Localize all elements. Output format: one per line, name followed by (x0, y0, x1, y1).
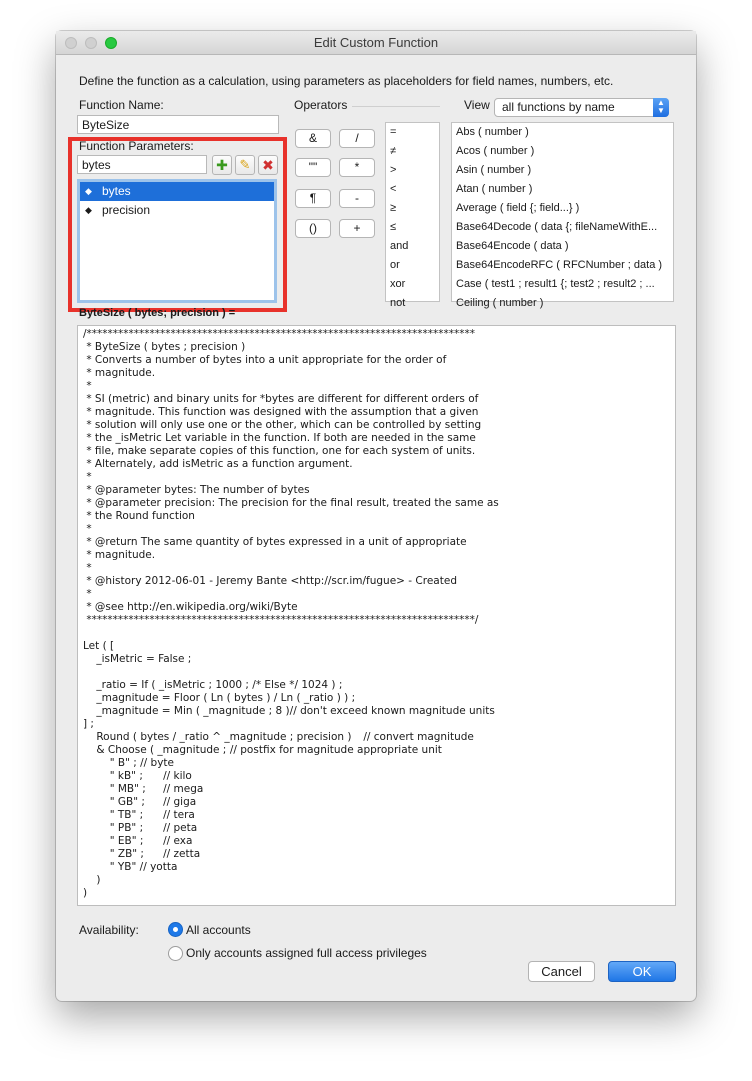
operators-divider (352, 106, 440, 107)
delete-parameter-button[interactable] (258, 155, 278, 175)
operator-parentheses-button[interactable]: () (295, 219, 331, 238)
comparison-operators-list[interactable] (385, 122, 440, 309)
function-parameters-label: Function Parameters: (79, 139, 194, 153)
operator-list-item[interactable]: and (390, 240, 409, 252)
operator-list-item[interactable]: ≥ (390, 202, 397, 214)
function-list-item[interactable]: Acos ( number ) (456, 145, 535, 157)
operator-multiply-button[interactable]: * (339, 158, 375, 177)
availability-label: Availability: (79, 923, 139, 937)
full-access-only-label[interactable]: Only accounts assigned full access privileges (186, 946, 427, 960)
operator-list-item[interactable]: ≤ (390, 221, 397, 233)
function-list-item[interactable]: Atan ( number ) (456, 183, 533, 195)
all-accounts-label[interactable]: All accounts (186, 923, 251, 937)
function-list-item[interactable]: Base64EncodeRFC ( RFCNumber ; data ) (456, 259, 663, 271)
operator-list-item[interactable]: > (390, 164, 397, 176)
edit-parameter-button[interactable] (235, 155, 255, 175)
operator-list-item[interactable]: ≠ (390, 145, 397, 157)
operator-list-item[interactable]: not (390, 297, 406, 309)
operator-pilcrow-button[interactable]: ¶ (295, 189, 331, 208)
operator-list-item[interactable]: xor (390, 278, 406, 290)
pencil-icon: ✎ (239, 157, 251, 172)
operator-divide-button[interactable]: / (339, 129, 375, 148)
operator-quotes-button[interactable]: "" (295, 158, 331, 177)
parameter-name-field[interactable]: bytes (77, 155, 207, 174)
cancel-button[interactable]: Cancel (528, 961, 595, 982)
drag-handle-icon[interactable]: ◆ (85, 186, 92, 196)
calculation-text[interactable]: /************************************************************************** * ByteSize ( bytes ; precision ) * Converts a number of bytes into a unit appropriate for the order of * magnitude. * * SI (metric) and binary units for *bytes are different for different orders of * magnitude. This function was designed with the assumption that a given * solution will only use one or the other, which can be controlled by setting * the _isMetric Let variable in the function. If both are needed in the same * file, make separate copies of this function, one for each system of units. * Alternately, add isMetric as a function argument. * * @parameter bytes: The number of bytes * @parameter precision: The precision for the final result, treated the same as * the Round function * * @return The same quantity of bytes expressed in a unit of appropriate * magnitude. * * @history 2012-06-01 - Jeremy Bante <http://scr.im/fugue> - Created * * @see http://en.wikipedia.org/wiki/Byte **************************************************************************/ Let ( [ _isMetric = False ; _ratio = If ( _isMetric ; 1000 ; /* Else */ 1024 ) ; _magnitude = Floor ( Ln ( bytes ) / Ln ( _ratio ) ) ; _magnitude = Min ( _magnitude ; 8 )// don't exceed known magnitude units ] ; Round ( bytes / _ratio ^ _magnitude ; precision ) // convert magnitude & Choose ( _magnitude ; // postfix for magnitude appropriate unit " B" ; // byte " kB" ; // kilo " MB" ; // mega " GB" ; // giga " TB" ; // tera " PB" ; // peta " EB" ; // exa " ZB" ; // zetta " YB" // yotta ) ) (83, 328, 499, 899)
calculation-editor[interactable] (77, 325, 676, 906)
plus-icon: ✚ (216, 157, 228, 173)
operator-minus-button[interactable]: - (339, 189, 375, 208)
all-accounts-radio[interactable] (168, 922, 183, 937)
function-name-label: Function Name: (79, 98, 164, 112)
title-bar[interactable] (56, 31, 696, 55)
up-down-chevron-icon: ▲ ▼ (653, 98, 669, 117)
operator-plus-button[interactable]: + (339, 219, 375, 238)
function-list-item[interactable]: Abs ( number ) (456, 126, 529, 138)
function-list-item[interactable]: Average ( field {; field...} ) (456, 202, 580, 214)
view-select-value: all functions by name (502, 100, 615, 114)
edit-custom-function-dialog (56, 31, 696, 1001)
function-name-field[interactable]: ByteSize (77, 115, 279, 134)
dialog-description: Define the function as a calculation, using parameters as placeholders for field names, numbers, etc. (79, 74, 614, 88)
delete-x-icon: ✖ (262, 157, 274, 173)
function-list-item[interactable]: Ceiling ( number ) (456, 297, 544, 309)
operators-label: Operators (294, 98, 348, 112)
parameters-list[interactable] (77, 179, 277, 303)
ok-button[interactable]: OK (608, 961, 676, 982)
operator-list-item[interactable]: < (390, 183, 397, 195)
function-list-item[interactable]: Base64Encode ( data ) (456, 240, 569, 252)
functions-list[interactable] (451, 122, 674, 309)
function-list-item[interactable]: Asin ( number ) (456, 164, 532, 176)
operator-list-item[interactable]: or (390, 259, 400, 271)
view-label: View (464, 98, 490, 112)
add-parameter-button[interactable] (212, 155, 232, 175)
window-title: Edit Custom Function (313, 35, 439, 50)
full-access-only-radio[interactable] (168, 946, 183, 961)
formula-signature-label: ByteSize ( bytes; precision ) = (79, 307, 236, 319)
function-list-item[interactable]: Case ( test1 ; result1 {; test2 ; result2 ; ... (456, 278, 655, 290)
parameter-item-precision[interactable] (80, 201, 274, 220)
parameter-item-label: precision (102, 203, 151, 217)
operator-list-item[interactable]: = (390, 126, 397, 138)
view-select[interactable] (494, 98, 669, 117)
function-list-item[interactable]: Base64Decode ( data {; fileNameWithE... (456, 221, 658, 233)
operator-ampersand-button[interactable]: & (295, 129, 331, 148)
parameter-item-bytes[interactable] (80, 182, 274, 201)
drag-handle-icon[interactable]: ◆ (85, 205, 92, 215)
parameter-item-label: bytes (102, 184, 131, 198)
